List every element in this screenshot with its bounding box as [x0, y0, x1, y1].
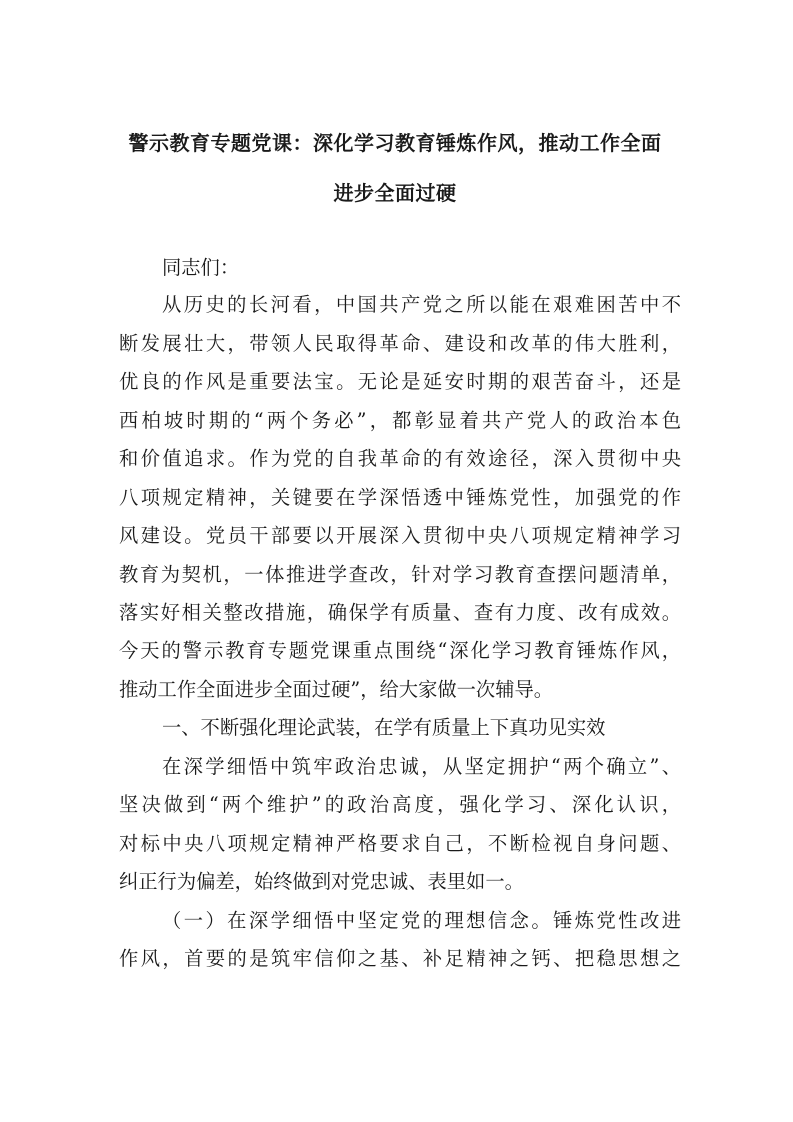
section-heading: 一、不断强化理论武装，在学有质量上下真功见实效 [162, 716, 606, 739]
paragraph-line: 作风，首要的是筑牢信仰之基、补足精神之钙、把稳思想之 [119, 947, 681, 970]
document-title-line-1: 警示教育专题党课：深化学习教育锤炼作风，推动工作全面 [128, 131, 662, 155]
paragraph-line: 对标中央八项规定精神严格要求自己，不断检视自身问题、 [119, 832, 681, 855]
subsection-heading-line: （一）在深学细悟中坚定党的理想信念。锤炼党性改进 [162, 909, 681, 932]
paragraph-line: 优良的作风是重要法宝。无论是延安时期的艰苦奋斗，还是 [119, 370, 681, 393]
salutation: 同志们： [162, 256, 240, 279]
paragraph-line: 推动工作全面进步全面过硬”，给大家做一次辅导。 [119, 678, 554, 701]
paragraph-line: 风建设。党员干部要以开展深入贯彻中央八项规定精神学习 [119, 524, 681, 547]
paragraph-line: 西柏坡时期的“两个务必”，都彰显着共产党人的政治本色 [119, 409, 681, 432]
paragraph-line: 断发展壮大，带领人民取得革命、建设和改革的伟大胜利， [119, 332, 681, 355]
document-title-line-2: 进步全面过硬 [333, 181, 457, 205]
paragraph-line: 和价值追求。作为党的自我革命的有效途径，深入贯彻中央 [119, 447, 681, 470]
paragraph-line: 坚决做到“两个维护”的政治高度，强化学习、深化认识， [119, 793, 681, 816]
paragraph-line: 落实好相关整改措施，确保学有质量、查有力度、改有成效。 [119, 601, 681, 624]
paragraph-line: 八项规定精神，关键要在学深悟透中锤炼党性，加强党的作 [119, 486, 681, 509]
paragraph-line: 在深学细悟中筑牢政治忠诚，从坚定拥护“两个确立”、 [162, 755, 681, 778]
paragraph-line: 纠正行为偏差，始终做到对党忠诚、表里如一。 [119, 870, 524, 893]
paragraph-line: 教育为契机，一体推进学查改，针对学习教育查摆问题清单， [119, 563, 681, 586]
paragraph-line: 今天的警示教育专题党课重点围绕“深化学习教育锤炼作风， [119, 639, 681, 662]
paragraph-line: 从历史的长河看，中国共产党之所以能在艰难困苦中不 [162, 293, 681, 316]
